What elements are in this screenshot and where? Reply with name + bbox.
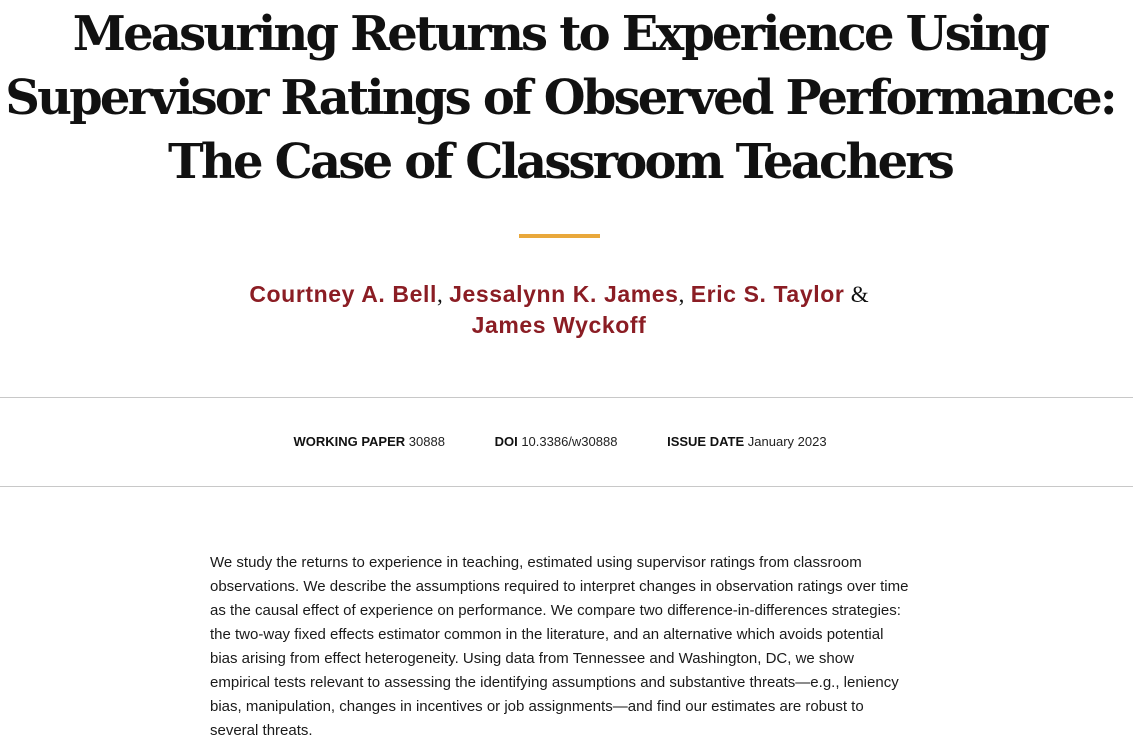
author-link[interactable]: James Wyckoff: [471, 312, 647, 338]
author-link[interactable]: Courtney A. Bell: [249, 281, 437, 307]
author-link[interactable]: Eric S. Taylor: [690, 281, 845, 307]
paper-meta-bar: [0, 434, 1120, 450]
working-paper-label: WORKING PAPER: [293, 434, 406, 449]
meta-divider-top: [0, 397, 1133, 398]
author-separator: ,: [436, 282, 443, 307]
author-separator: &: [850, 282, 869, 307]
author-separator: ,: [678, 282, 685, 307]
author-list: [0, 279, 1118, 341]
issue-date-label: ISSUE DATE: [667, 434, 745, 449]
working-paper-meta: [293, 434, 445, 450]
issue-date-meta: [667, 434, 826, 450]
title-accent-rule: [519, 234, 600, 238]
doi-value: 10.3386/w30888: [521, 434, 618, 449]
issue-date-value: January 2023: [747, 434, 827, 449]
author-link[interactable]: Jessalynn K. James: [449, 281, 679, 307]
working-paper-value: 30888: [408, 434, 445, 449]
meta-divider-bottom: [0, 486, 1133, 487]
paper-title: Measuring Returns to Experience Using Supervisor Ratings of Observed Performance: The Case of Classroom Teachers: [5, 6, 1115, 190]
doi-label: DOI: [494, 434, 518, 449]
doi-meta: [495, 434, 618, 450]
abstract-text: We study the returns to experience in teaching, estimated using supervisor ratings from classroom observations. We describe the assumptions required to interpret changes in observation ratings over time as the causal effect of experience on performance. We compare two difference-in-differences strategies: the two-way fixed effects estimator common in the literature, and an alternative which avoids potential bias arising from effect heterogeneity. Using data from Tennessee and Washington, DC, we show empirical tests relevant to assessing the identifying assumptions and substantive threats—e.g., leniency bias, manipulation, changes in incentives or job assignments—and find our estimates are robust to several threats.: [210, 554, 909, 739]
